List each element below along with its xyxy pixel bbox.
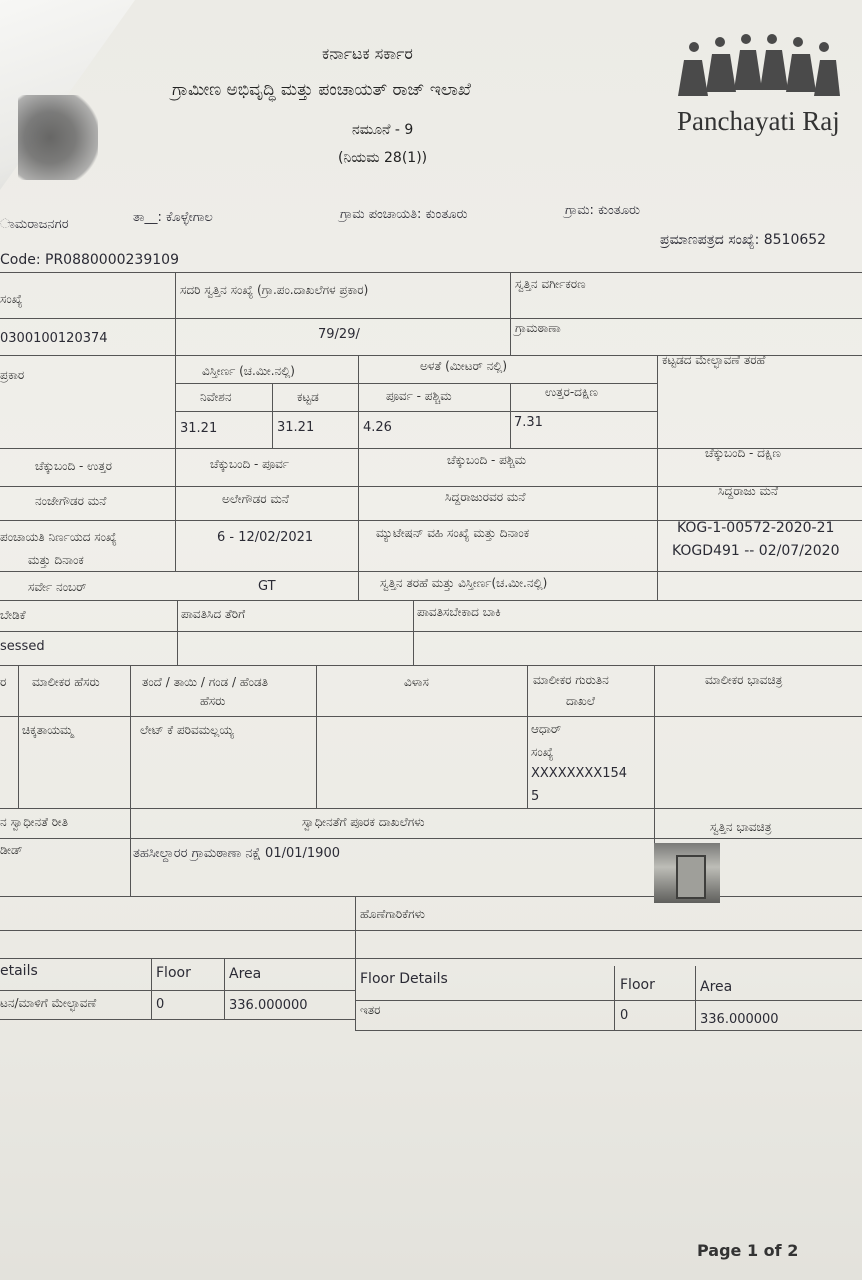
address-header: ವಿಳಾಸ: [404, 675, 429, 689]
sadara-number-header: ಸದರಿ ಸ್ವತ್ತಿನ ಸಂಖ್ಯೆ (ಗ್ರಾ.ಪಂ.ದಾಖಲೆಗಳ ಪ್ರಕಾರ): [180, 283, 369, 297]
area-header-left: Area: [229, 966, 262, 982]
north-south-header: ಉತ್ತರ-ದಕ್ಷಿಣ: [545, 385, 598, 399]
possession-mode: ಡೀಡ್: [0, 843, 23, 857]
mutation-number: KOG-1-00572-2020-21: [677, 520, 835, 536]
parent-header-2: ಹೆಸರು: [200, 694, 226, 708]
east-boundary-header: ಚೆಕ್ಕುಬಂದಿ - ಪೂರ್ವ: [210, 457, 290, 471]
property-id-header: ಸಂಖ್ಯೆ: [0, 292, 23, 306]
east-boundary: ಅಲೇಗೌಡರ ಮನೆ: [222, 492, 289, 506]
resolution-value: 6 - 12/02/2021: [217, 530, 314, 545]
classification-value: ಗ್ರಾಮಠಾಣಾ: [515, 321, 561, 335]
south-boundary-header: ಚೆಕ್ಕುಬಂದಿ - ದಕ್ಷಿಣ: [705, 446, 781, 460]
owner-id-label: ಸಂಖ್ಯೆ: [531, 745, 554, 759]
mutation-header: ಮ್ಯುಟೇಷನ್ ವಹಿ ಸಂಖ್ಯೆ ಮತ್ತು ದಿನಾಂಕ: [376, 526, 530, 540]
building-header: ಕಟ್ಟಡ: [297, 390, 319, 404]
paid-tax-header: ಪಾವತಿಸಿದ ತೆರಿಗೆ: [181, 607, 246, 621]
form-number: ನಮೂನೆ - 9: [352, 122, 414, 138]
taluk: ತಾ__: ಕೊಳ್ಳೇಗಾಲ: [133, 210, 213, 225]
east-west-length: 4.26: [363, 420, 392, 435]
owner-name-header: ಮಾಲೀಕರ ಹೆಸರು: [32, 675, 100, 689]
north-boundary-header: ಚೆಕ್ಕುಬಂದಿ - ಉತ್ತರ: [35, 459, 113, 473]
department-title: ಗ್ರಾಮೀಣ ಅಭಿವೃದ್ಧಿ ಮತ್ತು ಪಂಚಾಯತ್ ರಾಜ್ ಇಲಾಖೆ: [172, 80, 471, 100]
demand-header: ಬೇಡಿಕೆ: [0, 608, 26, 622]
survey-value: GT: [258, 579, 276, 594]
west-boundary-header: ಚೆಕ್ಕುಬಂದಿ - ಪಶ್ಚಿಮ: [447, 453, 527, 467]
possession-mode-header: ನ ಸ್ವಾಧೀನತೆ ರೀತಿ: [0, 815, 68, 829]
rule-number: (ನಿಯಮ 28(1)): [338, 150, 428, 166]
east-west-header: ಪೂರ್ವ - ಪಶ್ಚಿಮ: [386, 389, 452, 403]
demand-value: sessed: [0, 639, 45, 654]
property-code: Code: PR0880000239109: [0, 252, 179, 268]
north-south-length: 7.31: [514, 415, 543, 430]
north-boundary: ನಂಜೇಗೌಡರ ಮನೆ: [35, 494, 107, 508]
floor-details-header-left: etails: [0, 963, 38, 979]
logo-text: Panchayati Raj: [677, 106, 840, 136]
floor-header-right: Floor: [620, 977, 655, 993]
dimensions-header: ಅಳತೆ (ಮೀಟರ್ ನಲ್ಲಿ): [420, 359, 508, 373]
floor-type-right: ಇತರ: [360, 1003, 381, 1017]
balance-header: ಪಾವತಿಸಬೇಕಾದ ಬಾಕಿ: [417, 605, 501, 619]
page-number: Page 1 of 2: [697, 1241, 799, 1260]
resolution-header-1: ಪಂಚಾಯತಿ ನಿರ್ಣಯದ ಸಂಖ್ಯೆ: [0, 530, 117, 544]
floor-details-header-right: Floor Details: [360, 971, 448, 987]
district: ಾಮರಾಜನಗರ: [0, 217, 69, 232]
property-photo-header: ಸ್ವತ್ತಿನ ಭಾವಚಿತ್ರ: [710, 820, 772, 834]
area-header-right: Area: [700, 979, 733, 995]
floor-header-left: Floor: [156, 965, 191, 981]
property-photo: [654, 843, 720, 903]
floor-number-right: 0: [620, 1008, 629, 1023]
site-area: 31.21: [180, 421, 218, 436]
certificate-number: ಪ್ರಮಾಣಪತ್ರದ ಸಂಖ್ಯೆ: 8510652: [660, 232, 827, 248]
mutation-date: KOGD491 -- 02/07/2020: [672, 543, 840, 559]
govt-title: ಕರ್ನಾಟಕ ಸರ್ಕಾರ: [322, 44, 413, 63]
owner-photo-header: ಮಾಲೀಕರ ಭಾವಚಿತ್ರ: [705, 673, 783, 687]
owner-aadhaar: XXXXXXXX154: [531, 766, 628, 781]
owner-aadhaar-last: 5: [531, 789, 540, 804]
sadara-number: 79/29/: [318, 327, 360, 342]
roof-type-header: ಕಟ್ಟಡದ ಮೇಲ್ಛಾವಣೆ ತರಹೆ: [662, 353, 766, 367]
floor-area-left: 336.000000: [229, 998, 308, 1013]
building-area: 31.21: [277, 420, 315, 435]
type-header: ಪ್ರಕಾರ: [0, 368, 25, 382]
survey-header: ಸರ್ವೇ ನಂಬರ್: [28, 580, 87, 594]
area-header: ವಿಸ್ತೀರ್ಣ (ಚ.ಮೀ.ನಲ್ಲಿ): [202, 364, 295, 378]
gram-panchayat: ಗ್ರಾಮ ಪಂಚಾಯತಿ: ಕುಂತೂರು: [340, 207, 468, 222]
west-boundary: ಸಿದ್ದರಾಜುರವರ ಮನೆ: [445, 490, 526, 504]
possession-docs-header: ಸ್ವಾಧೀನತೆಗೆ ಪೂರಕ ದಾಖಲೆಗಳು: [302, 815, 425, 829]
liabilities-header: ಹೊಣೆಗಾರಿಕೆಗಳು: [360, 907, 425, 921]
owner-id-type: ಆಧಾರ್: [531, 722, 562, 736]
parent-header-1: ತಂದೆ / ತಾಯಿ / ಗಂಡ / ಹೆಂಡತಿ: [142, 675, 268, 689]
classification-header: ಸ್ವತ್ತಿನ ವರ್ಗೀಕರಣ: [515, 277, 586, 291]
floor-type-left: ಟನ/ಮಾಳಿಗೆ ಮೇಲ್ಛಾವಣೆ: [0, 996, 97, 1010]
site-header: ನಿವೇಶನ: [200, 390, 232, 404]
owner-id-header-1: ಮಾಲೀಕರ ಗುರುತಿನ: [533, 673, 609, 687]
floor-area-right: 336.000000: [700, 1012, 779, 1027]
owner-id-header-2: ದಾಖಲೆ: [566, 694, 595, 708]
type-area-header: ಸ್ವತ್ತಿನ ತರಹೆ ಮತ್ತು ವಿಸ್ತೀರ್ಣ(ಚ.ಮೀ.ನಲ್ಲಿ): [380, 576, 548, 590]
state-emblem-icon: [18, 95, 98, 180]
south-boundary: ಸಿದ್ದರಾಜು ಮನೆ: [718, 484, 779, 498]
serial-header: ರ: [0, 675, 7, 689]
property-id: 0300100120374: [0, 331, 108, 346]
village: ಗ್ರಾಮ: ಕುಂತೂರು: [565, 203, 641, 218]
possession-docs: ತಹಸೀಲ್ದಾರರ ಗ್ರಾಮಠಾಣಾ ನಕ್ಷೆ 01/01/1900: [133, 846, 340, 861]
owner-name: ಚಿಕ್ಕತಾಯಮ್ಮ: [22, 723, 74, 737]
floor-number-left: 0: [156, 997, 165, 1012]
resolution-header-2: ಮತ್ತು ದಿನಾಂಕ: [28, 553, 84, 567]
owner-parent: ಲೇಟ್ ಕೆ ಪರಿವಮಲ್ಲಯ್ಯ: [140, 723, 234, 737]
